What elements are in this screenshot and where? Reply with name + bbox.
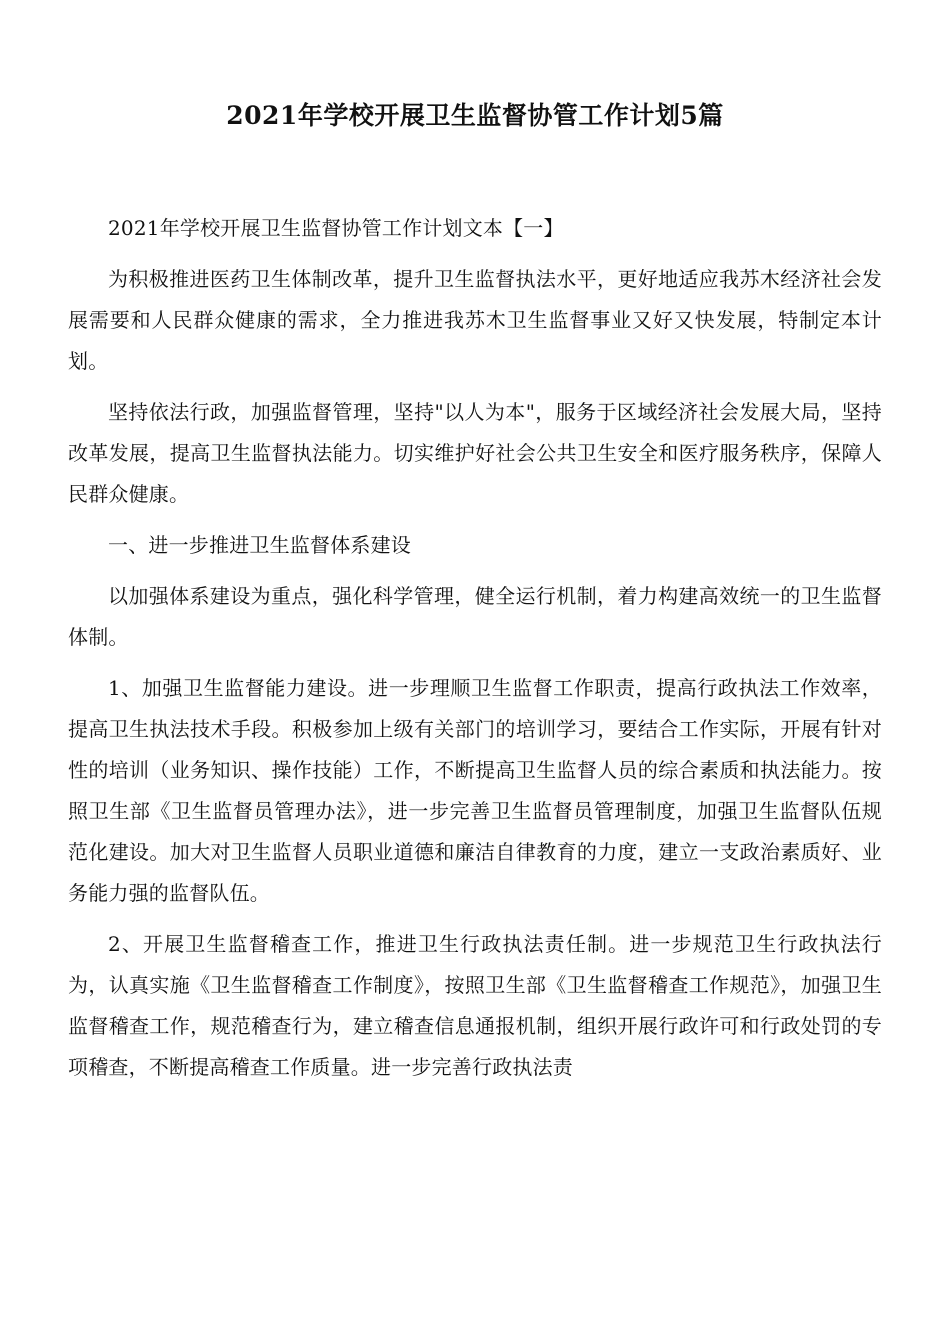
document-body: [68, 208, 882, 1098]
paragraph-intro: 为积极推进医药卫生体制改革，提升卫生监督执法水平，更好地适应我苏木经济社会发展需要和人民群众健康的需求，全力推进我苏木卫生监督事业又好又快发展，特制定本计划。: [68, 267, 882, 373]
document-title: 2021年学校开展卫生监督协管工作计划5篇: [226, 101, 724, 130]
paragraph-section-heading: 2021年学校开展卫生监督协管工作计划文本【一】: [108, 216, 564, 240]
paragraph-system-building: 以加强体系建设为重点，强化科学管理，健全运行机制，着力构建高效统一的卫生监督体制。: [68, 584, 882, 649]
paragraph-item-two: 2、开展卫生监督稽查工作，推进卫生行政执法责任制。进一步规范卫生行政执法行为，认真实施《卫生监督稽查工作制度》，按照卫生部《卫生监督稽查工作规范》，加强卫生监督稽查工作，规范稽查行为，建立稽查信息通报机制，组织开展行政许可和行政处罚的专项稽查，不断提高稽查工作质量。进一步完善行政执法责: [68, 932, 882, 1079]
paragraph-heading-one: 一、进一步推进卫生监督体系建设: [108, 533, 411, 557]
paragraph-principles: 坚持依法行政，加强监督管理，坚持"以人为本"，服务于区域经济社会发展大局，坚持改革发展，提高卫生监督执法能力。切实维护好社会公共卫生安全和医疗服务秩序，保障人民群众健康。: [68, 400, 882, 506]
paragraph-item-one: 1、加强卫生监督能力建设。进一步理顺卫生监督工作职责，提高行政执法工作效率，提高卫生执法技术手段。积极参加上级有关部门的培训学习，要结合工作实际，开展有针对性的培训（业务知识、操作技能）工作，不断提高卫生监督人员的综合素质和执法能力。按照卫生部《卫生监督员管理办法》，进一步完善卫生监督员管理制度，加强卫生监督队伍规范化建设。加大对卫生监督人员职业道德和廉洁自律教育的力度，建立一支政治素质好、业务能力强的监督队伍。: [68, 676, 882, 905]
